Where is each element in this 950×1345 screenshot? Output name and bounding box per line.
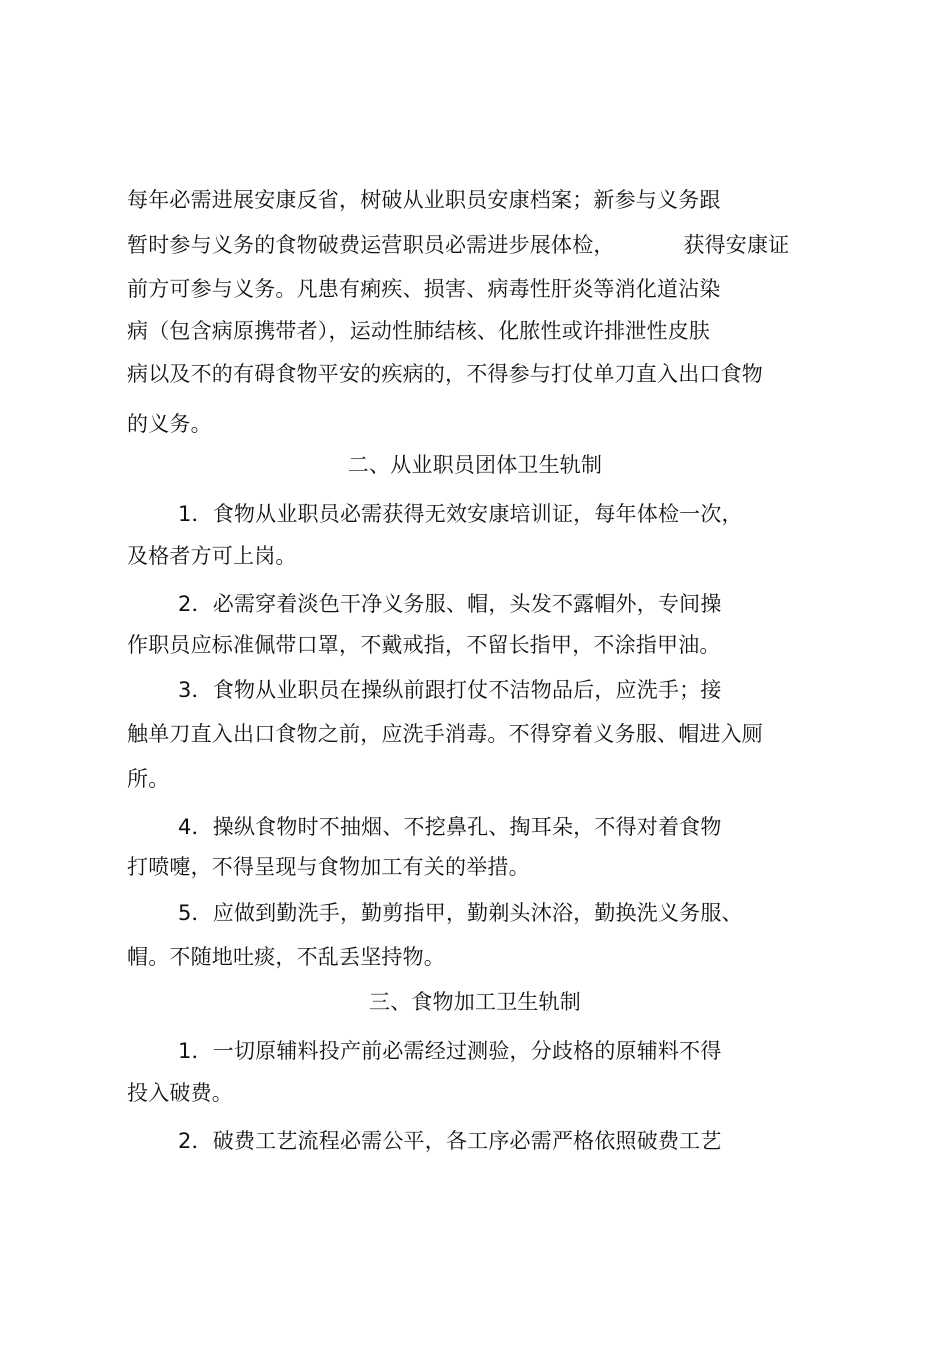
list-item-line: 1．食物从业职员必需获得无效安康培训证，每年体检一次， — [178, 502, 743, 526]
list-item-line: 打喷嚏，不得呈现与食物加工有关的举措。 — [127, 855, 530, 879]
list-item-line: 4．操纵食物时不抽烟、不挖鼻孔、掏耳朵，不得对着食物 — [178, 815, 722, 839]
list-item-line: 3．食物从业职员在操纵前跟打仗不洁物品后，应洗手；接 — [178, 678, 722, 702]
list-item-line: 1．一切原辅料投产前必需经过测验，分歧格的原辅料不得 — [178, 1039, 722, 1063]
paragraph-line: 病（包含病原携带者），运动性肺结核、化脓性或许排泄性皮肤 — [127, 319, 711, 343]
paragraph-line: 的义务。 — [127, 412, 212, 436]
paragraph-line: 暂时参与义务的食物破费运营职员必需进步展体检， 获得安康证 — [127, 233, 790, 257]
section-heading: 三、食物加工卫生轨制 — [369, 990, 581, 1014]
list-item-line: 2．必需穿着淡色干净义务服、帽，头发不露帽外，专间操 — [178, 592, 722, 616]
list-item-line: 投入破费。 — [127, 1081, 233, 1105]
paragraph-line: 病以及不的有碍食物平安的疾病的，不得参与打仗单刀直入出口食物 — [127, 362, 763, 386]
list-item-line: 5．应做到勤洗手，勤剪指甲，勤剃头沐浴，勤换洗义务服、 — [178, 901, 743, 925]
section-heading: 二、从业职员团体卫生轨制 — [347, 453, 603, 477]
list-item-line: 帽。不随地吐痰，不乱丢坚持物。 — [127, 945, 445, 969]
list-item-line: 及格者方可上岗。 — [127, 544, 297, 568]
list-item-line: 所。 — [127, 767, 170, 791]
list-item-line: 作职员应标准佩带口罩，不戴戒指，不留长指甲，不涂指甲油。 — [127, 633, 721, 657]
paragraph-line: 每年必需进展安康反省，树破从业职员安康档案；新参与义务跟 — [127, 188, 721, 212]
list-item-line: 2．破费工艺流程必需公平，各工序必需严格依照破费工艺 — [178, 1129, 722, 1153]
list-item-line: 触单刀直入出口食物之前，应洗手消毒。不得穿着义务服、帽进入厕 — [127, 722, 763, 746]
paragraph-line: 前方可参与义务。凡患有痢疾、损害、病毒性肝炎等消化道沾染 — [127, 277, 721, 301]
